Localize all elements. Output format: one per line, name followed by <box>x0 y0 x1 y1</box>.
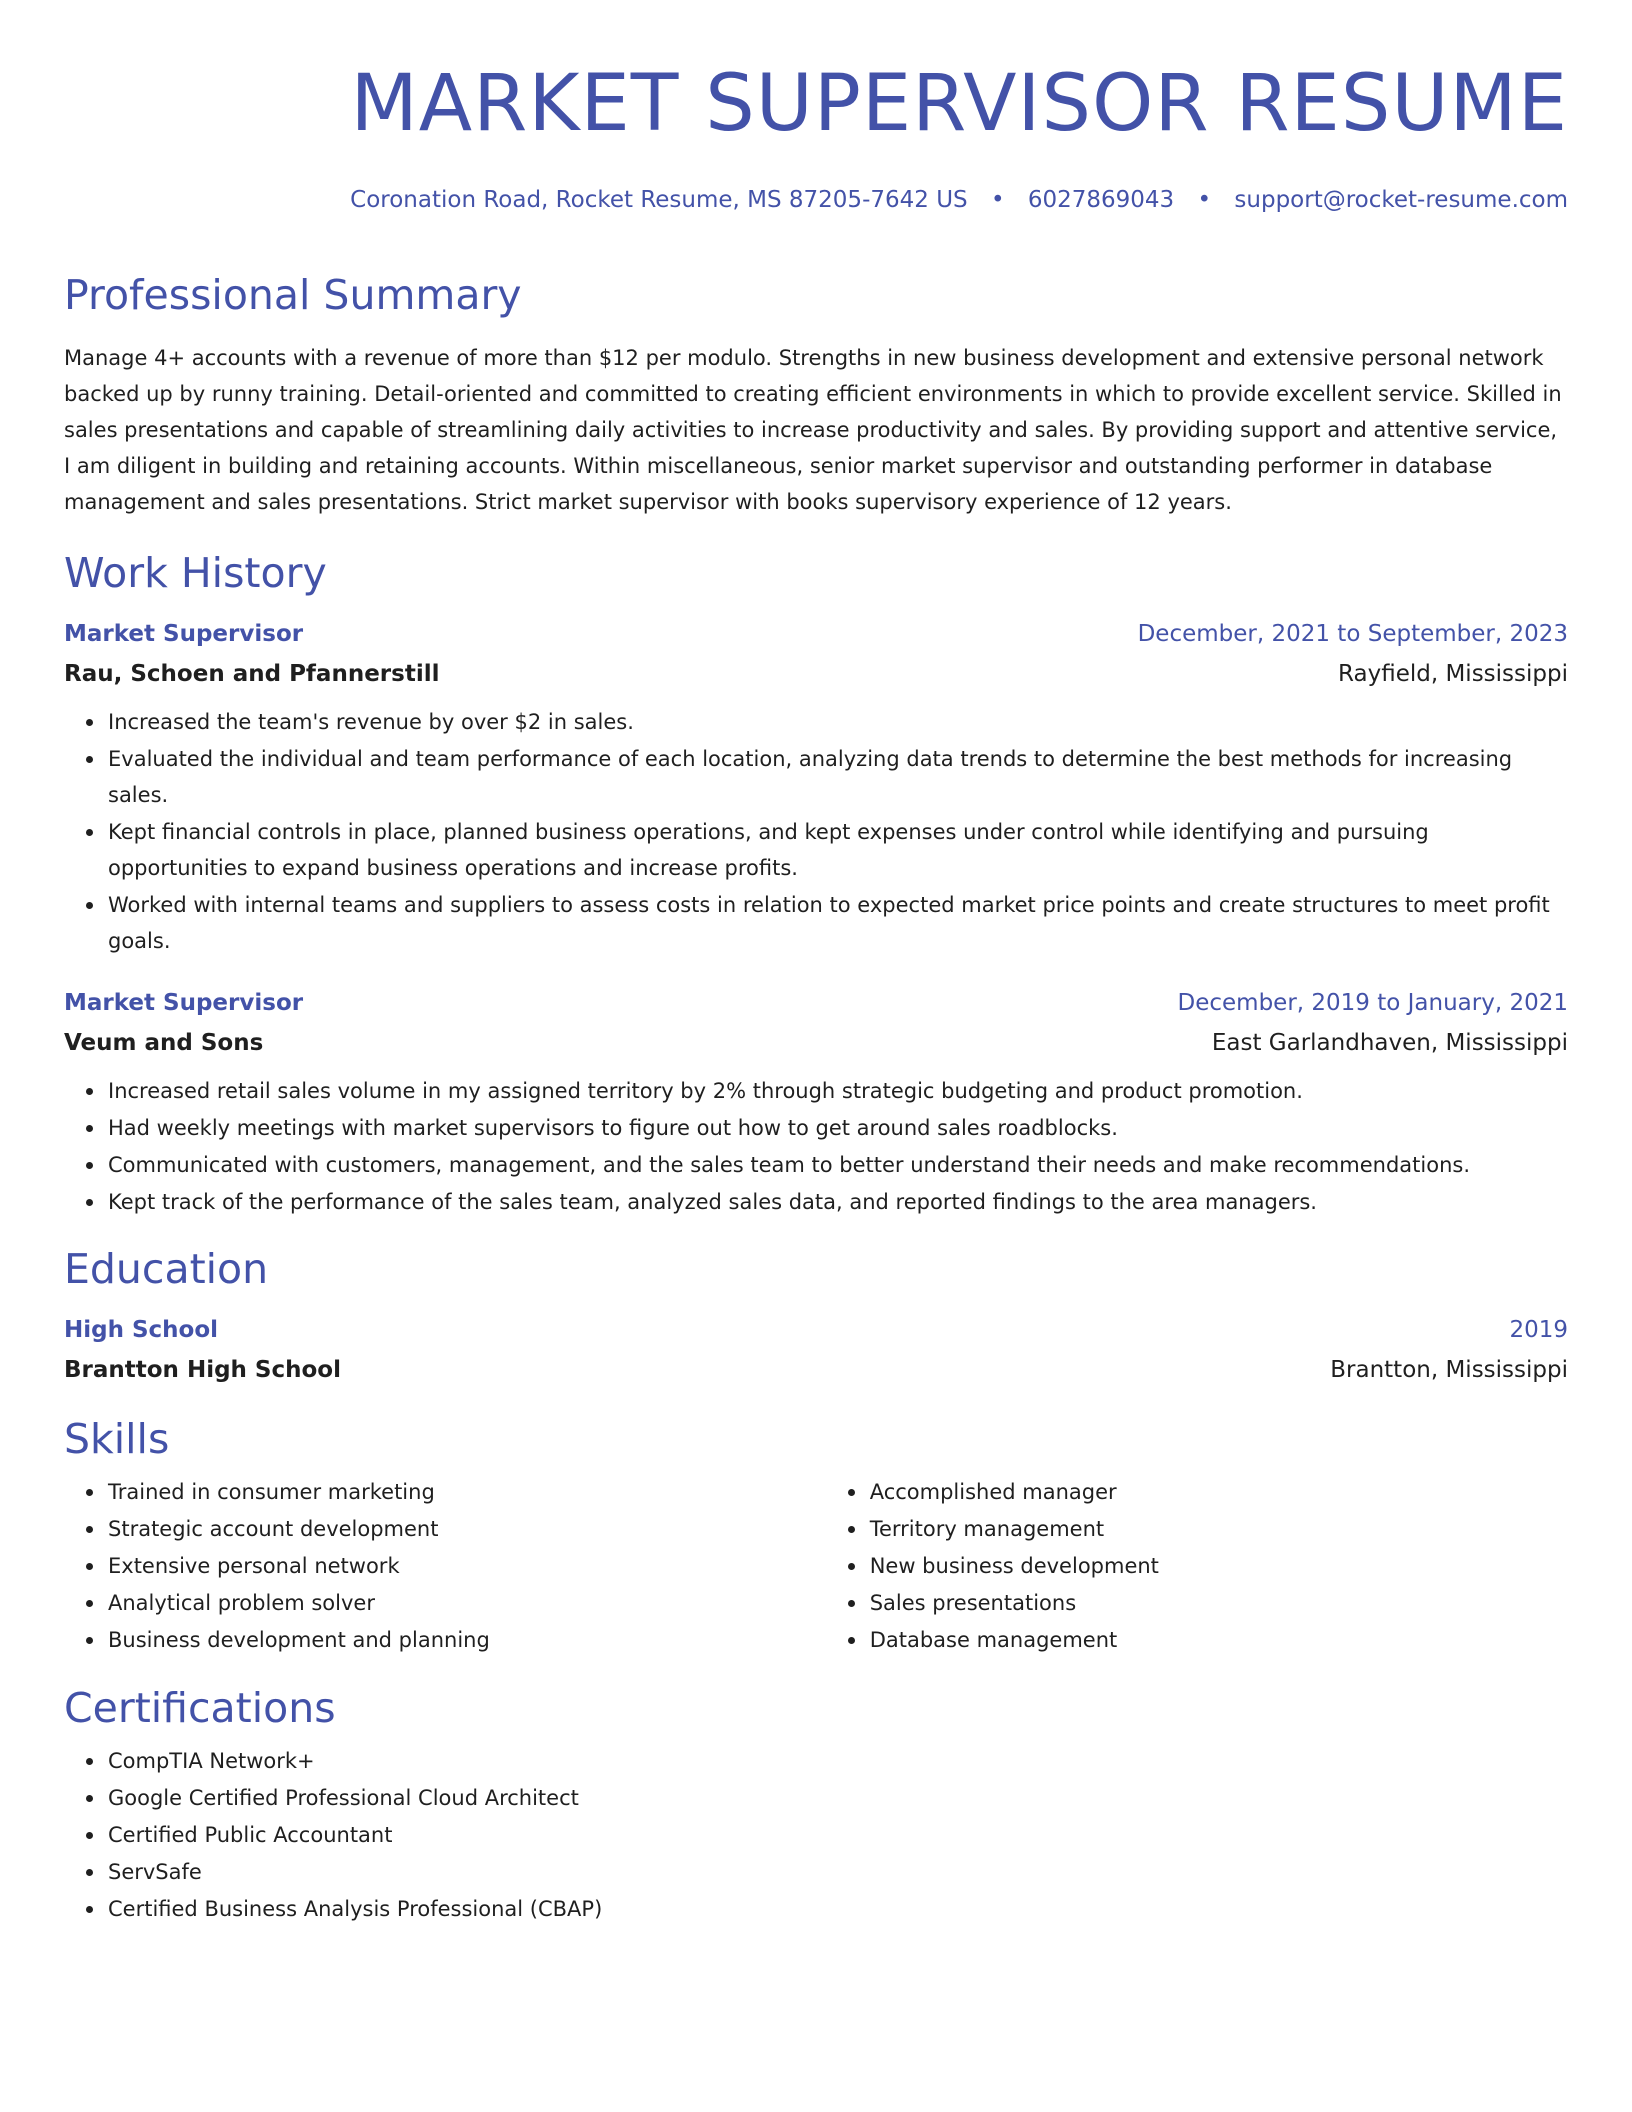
education-location: Brantton, Mississippi <box>1330 1357 1568 1383</box>
skill-item: Trained in consumer marketing <box>108 1474 826 1510</box>
skills-list-left <box>64 1474 826 1659</box>
job-bullet: Worked with internal teams and suppliers to assess costs in relation to expected market price points and create structures to meet profit goals. <box>108 887 1568 959</box>
job-bullet: Evaluated the individual and team performance of each location, analyzing data trends to determine the best methods for increasing sales. <box>108 741 1568 813</box>
education-section <box>64 1244 1568 1390</box>
education-year: 2019 <box>1509 1317 1568 1343</box>
job-bullet: Increased retail sales volume in my assigned territory by 2% through strategic budgeting and product promotion. <box>108 1073 1568 1109</box>
skills-section <box>64 1414 1568 1659</box>
education-heading: Education <box>64 1245 269 1293</box>
job-bullet: Communicated with customers, management, and the sales team to better understand their needs and make recommendations. <box>108 1147 1568 1183</box>
education-degree: High School <box>64 1317 219 1343</box>
job-dates: December, 2019 to January, 2021 <box>1177 990 1568 1016</box>
education-school-row <box>64 1350 1568 1390</box>
skill-item: Sales presentations <box>870 1585 1568 1621</box>
contact-separator: • <box>990 187 1005 213</box>
job-location: Rayfield, Mississippi <box>1338 661 1568 687</box>
job-header-row <box>64 614 1568 654</box>
summary-section <box>64 270 1568 520</box>
job-title: Market Supervisor <box>64 621 304 647</box>
certification-item: Certified Public Accountant <box>108 1817 1568 1853</box>
contact-line <box>64 184 1568 216</box>
job-title: Market Supervisor <box>64 990 304 1016</box>
job-bullet: Kept financial controls in place, planned business operations, and kept expenses under control while identifying and pursuing opportunities to expand business operations and increase profits. <box>108 814 1568 886</box>
certifications-section <box>64 1683 1568 1927</box>
skills-grid <box>64 1474 1568 1659</box>
job-bullet: Had weekly meetings with market supervisors to figure out how to get around sales roadblocks. <box>108 1110 1568 1146</box>
resume-title: MARKET SUPERVISOR RESUME <box>350 59 1568 149</box>
skill-item: Accomplished manager <box>870 1474 1568 1510</box>
education-school: Brantton High School <box>64 1357 341 1383</box>
work-history-heading: Work History <box>64 549 327 597</box>
job-dates: December, 2021 to September, 2023 <box>1137 621 1568 647</box>
job-entry <box>64 614 1568 959</box>
contact-separator: • <box>1197 187 1212 213</box>
certification-item: CompTIA Network+ <box>108 1743 1568 1779</box>
skill-item: Database management <box>870 1622 1568 1658</box>
skill-item: New business development <box>870 1548 1568 1584</box>
certifications-list <box>64 1743 1568 1927</box>
certifications-heading: Certifications <box>64 1684 336 1732</box>
job-company: Rau, Schoen and Pfannerstill <box>64 661 440 687</box>
skill-item: Strategic account development <box>108 1511 826 1547</box>
job-company-row <box>64 1023 1568 1063</box>
job-entry <box>64 983 1568 1220</box>
contact-email[interactable]: support@rocket-resume.com <box>1234 187 1568 213</box>
skill-item: Business development and planning <box>108 1622 826 1658</box>
work-history-section <box>64 548 1568 1220</box>
summary-heading: Professional Summary <box>64 271 522 319</box>
contact-address: Coronation Road, Rocket Resume, MS 87205-7642 US <box>350 187 968 213</box>
education-header-row <box>64 1310 1568 1350</box>
skill-item: Extensive personal network <box>108 1548 826 1584</box>
certification-item: Google Certified Professional Cloud Architect <box>108 1780 1568 1816</box>
job-bullets <box>64 704 1568 959</box>
job-bullet: Increased the team's revenue by over $2 in sales. <box>108 704 1568 740</box>
skills-heading: Skills <box>64 1415 170 1463</box>
certification-item: ServSafe <box>108 1854 1568 1890</box>
resume-page <box>64 0 1568 1928</box>
job-company: Veum and Sons <box>64 1030 264 1056</box>
job-company-row <box>64 654 1568 694</box>
skill-item: Analytical problem solver <box>108 1585 826 1621</box>
job-location: East Garlandhaven, Mississippi <box>1211 1030 1568 1056</box>
contact-phone: 6027869043 <box>1027 187 1175 213</box>
skills-list-right <box>826 1474 1568 1659</box>
job-bullet: Kept track of the performance of the sales team, analyzed sales data, and reported findings to the area managers. <box>108 1184 1568 1220</box>
summary-text: Manage 4+ accounts with a revenue of more than $12 per modulo. Strengths in new business development and extensive personal network backed up by runny training. Detail-oriented and committed to creating efficient environments in which to provide excellent service. Skilled in sales presentations and capable of streamlining daily activities to increase productivity and sales. By providing support and attentive service, I am diligent in building and retaining accounts. Within miscellaneous, senior market supervisor and outstanding performer in database management and sales presentations. Strict market supervisor with books supervisory experience of 12 years. <box>64 346 1562 514</box>
skill-item: Territory management <box>870 1511 1568 1547</box>
certification-item: Certified Business Analysis Professional (CBAP) <box>108 1891 1568 1927</box>
job-header-row <box>64 983 1568 1023</box>
job-bullets <box>64 1073 1568 1220</box>
education-entry <box>64 1310 1568 1390</box>
